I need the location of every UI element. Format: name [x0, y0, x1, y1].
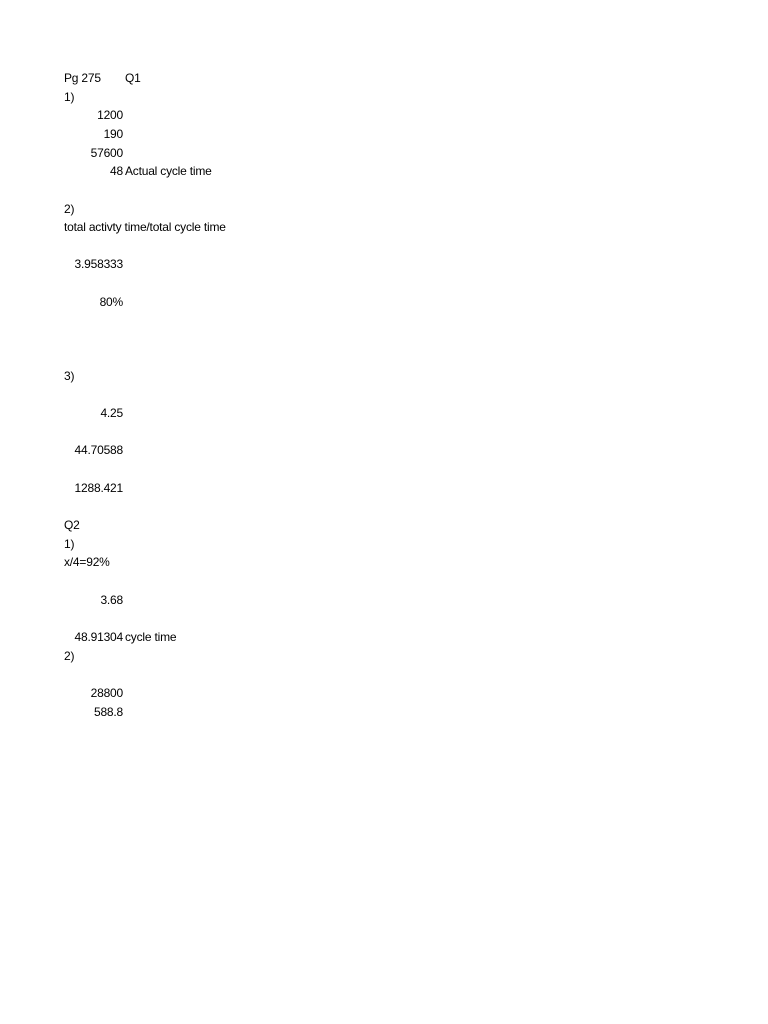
- q1-part3-value-2: 44.70588: [74, 443, 123, 457]
- q1-part3-value-3: 1288.421: [74, 481, 123, 495]
- question-2-label: Q2: [64, 518, 80, 532]
- q1-part2-result: 3.958333: [74, 257, 123, 271]
- q1-part2-label: 2): [64, 202, 75, 216]
- q2-part1-note: cycle time: [125, 630, 177, 644]
- q2-part2-value-1: 28800: [90, 686, 123, 700]
- q1-part1-value-3: 57600: [90, 146, 123, 160]
- q1-part3-value-1: 4.25: [100, 406, 123, 420]
- q2-part1-equation: x/4=92%: [64, 555, 110, 569]
- q1-part1-label: 1): [64, 90, 75, 104]
- q1-part1-value-2: 190: [103, 127, 123, 141]
- q2-part1-result: 48.91304: [74, 630, 123, 644]
- q1-part1-note: Actual cycle time: [125, 164, 212, 178]
- q2-part1-label: 1): [64, 537, 75, 551]
- q2-part1-value: 3.68: [100, 593, 123, 607]
- q1-part1-value-4: 48: [110, 164, 123, 178]
- q2-part2-value-2: 588.8: [93, 705, 123, 719]
- question-1-label: Q1: [125, 71, 141, 85]
- q1-part3-label: 3): [64, 369, 75, 383]
- q1-part2-formula: total activty time/total cycle time: [64, 220, 226, 234]
- q1-part2-percent: 80%: [99, 295, 123, 309]
- q2-part2-label: 2): [64, 649, 75, 663]
- q1-part1-value-1: 1200: [97, 108, 123, 122]
- page-reference: Pg 275: [64, 71, 101, 85]
